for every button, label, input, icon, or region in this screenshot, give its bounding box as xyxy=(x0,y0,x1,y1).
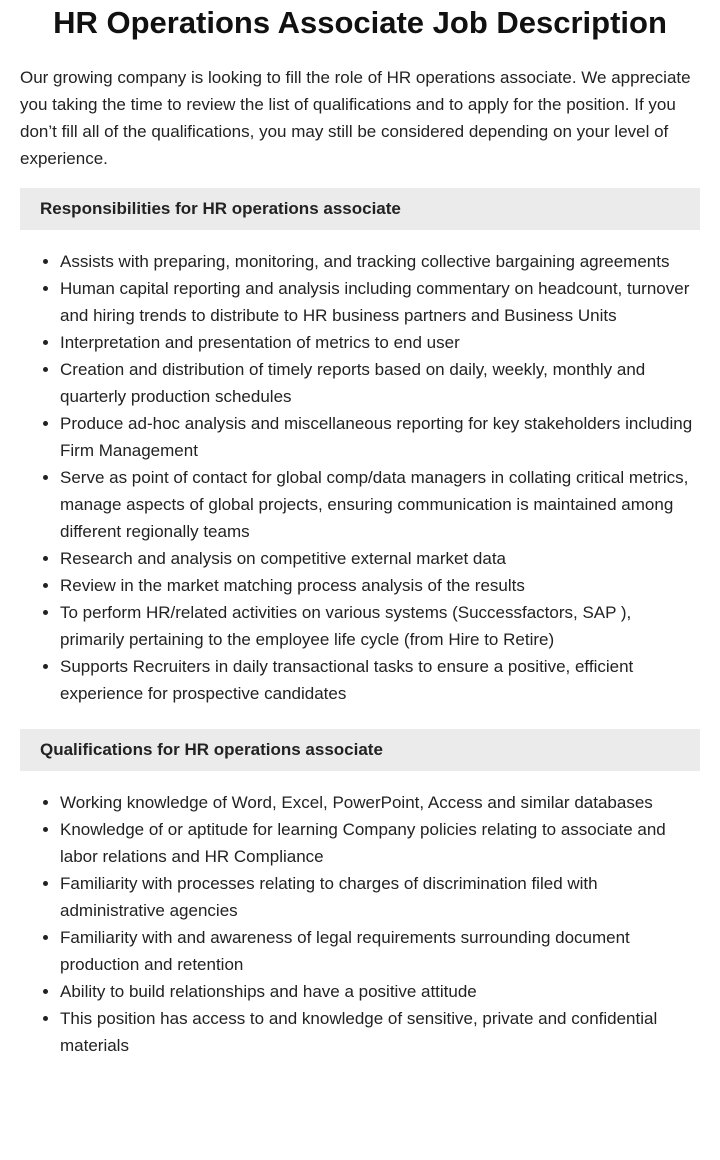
list-item: • Working knowledge of Word, Excel, PowerPoint, Access and similar databases xyxy=(60,789,700,816)
list-item: • Serve as point of contact for global comp/data managers in collating critical metrics, manage aspects of global projects, ensuring communication is maintained among different regionally teams xyxy=(60,464,700,545)
list-item: • Knowledge of or aptitude for learning Company policies relating to associate and labor relations and HR Compliance xyxy=(60,816,700,870)
intro-text: Our growing company is looking to fill the role of HR operations associate. We appreciate you taking the time to review the list of qualifications and to apply for the position. If you don’t fill all of the qualifications, you may still be considered depending on your level of experience. xyxy=(20,68,691,168)
list-item: • Supports Recruiters in daily transactional tasks to ensure a positive, efficient experience for prospective candidates xyxy=(60,653,700,707)
list-item: • Interpretation and presentation of metrics to end user xyxy=(60,329,700,356)
qualifications-list xyxy=(20,789,700,1059)
list-item: • To perform HR/related activities on various systems (Successfactors, SAP ), primarily pertaining to the employee life cycle (from Hire to Retire) xyxy=(60,599,700,653)
list-item: • Produce ad-hoc analysis and miscellaneous reporting for key stakeholders including Firm Management xyxy=(60,410,700,464)
responsibilities-heading: Responsibilities for HR operations associate xyxy=(20,188,700,230)
page-title: HR Operations Associate Job Description xyxy=(53,5,667,40)
list-item: • Human capital reporting and analysis including commentary on headcount, turnover and hiring trends to distribute to HR business partners and Business Units xyxy=(60,275,700,329)
list-item: • Research and analysis on competitive external market data xyxy=(60,545,700,572)
list-item: • This position has access to and knowledge of sensitive, private and confidential materials xyxy=(60,1005,700,1059)
list-item: • Familiarity with and awareness of legal requirements surrounding document production and retention xyxy=(60,924,700,978)
qualifications-heading: Qualifications for HR operations associate xyxy=(20,729,700,771)
list-item: • Assists with preparing, monitoring, and tracking collective bargaining agreements xyxy=(60,248,700,275)
list-item: • Familiarity with processes relating to charges of discrimination filed with administrative agencies xyxy=(60,870,700,924)
responsibilities-list xyxy=(20,248,700,707)
list-item: • Creation and distribution of timely reports based on daily, weekly, monthly and quarterly production schedules xyxy=(60,356,700,410)
list-item: • Review in the market matching process analysis of the results xyxy=(60,572,700,599)
list-item: • Ability to build relationships and have a positive attitude xyxy=(60,978,700,1005)
